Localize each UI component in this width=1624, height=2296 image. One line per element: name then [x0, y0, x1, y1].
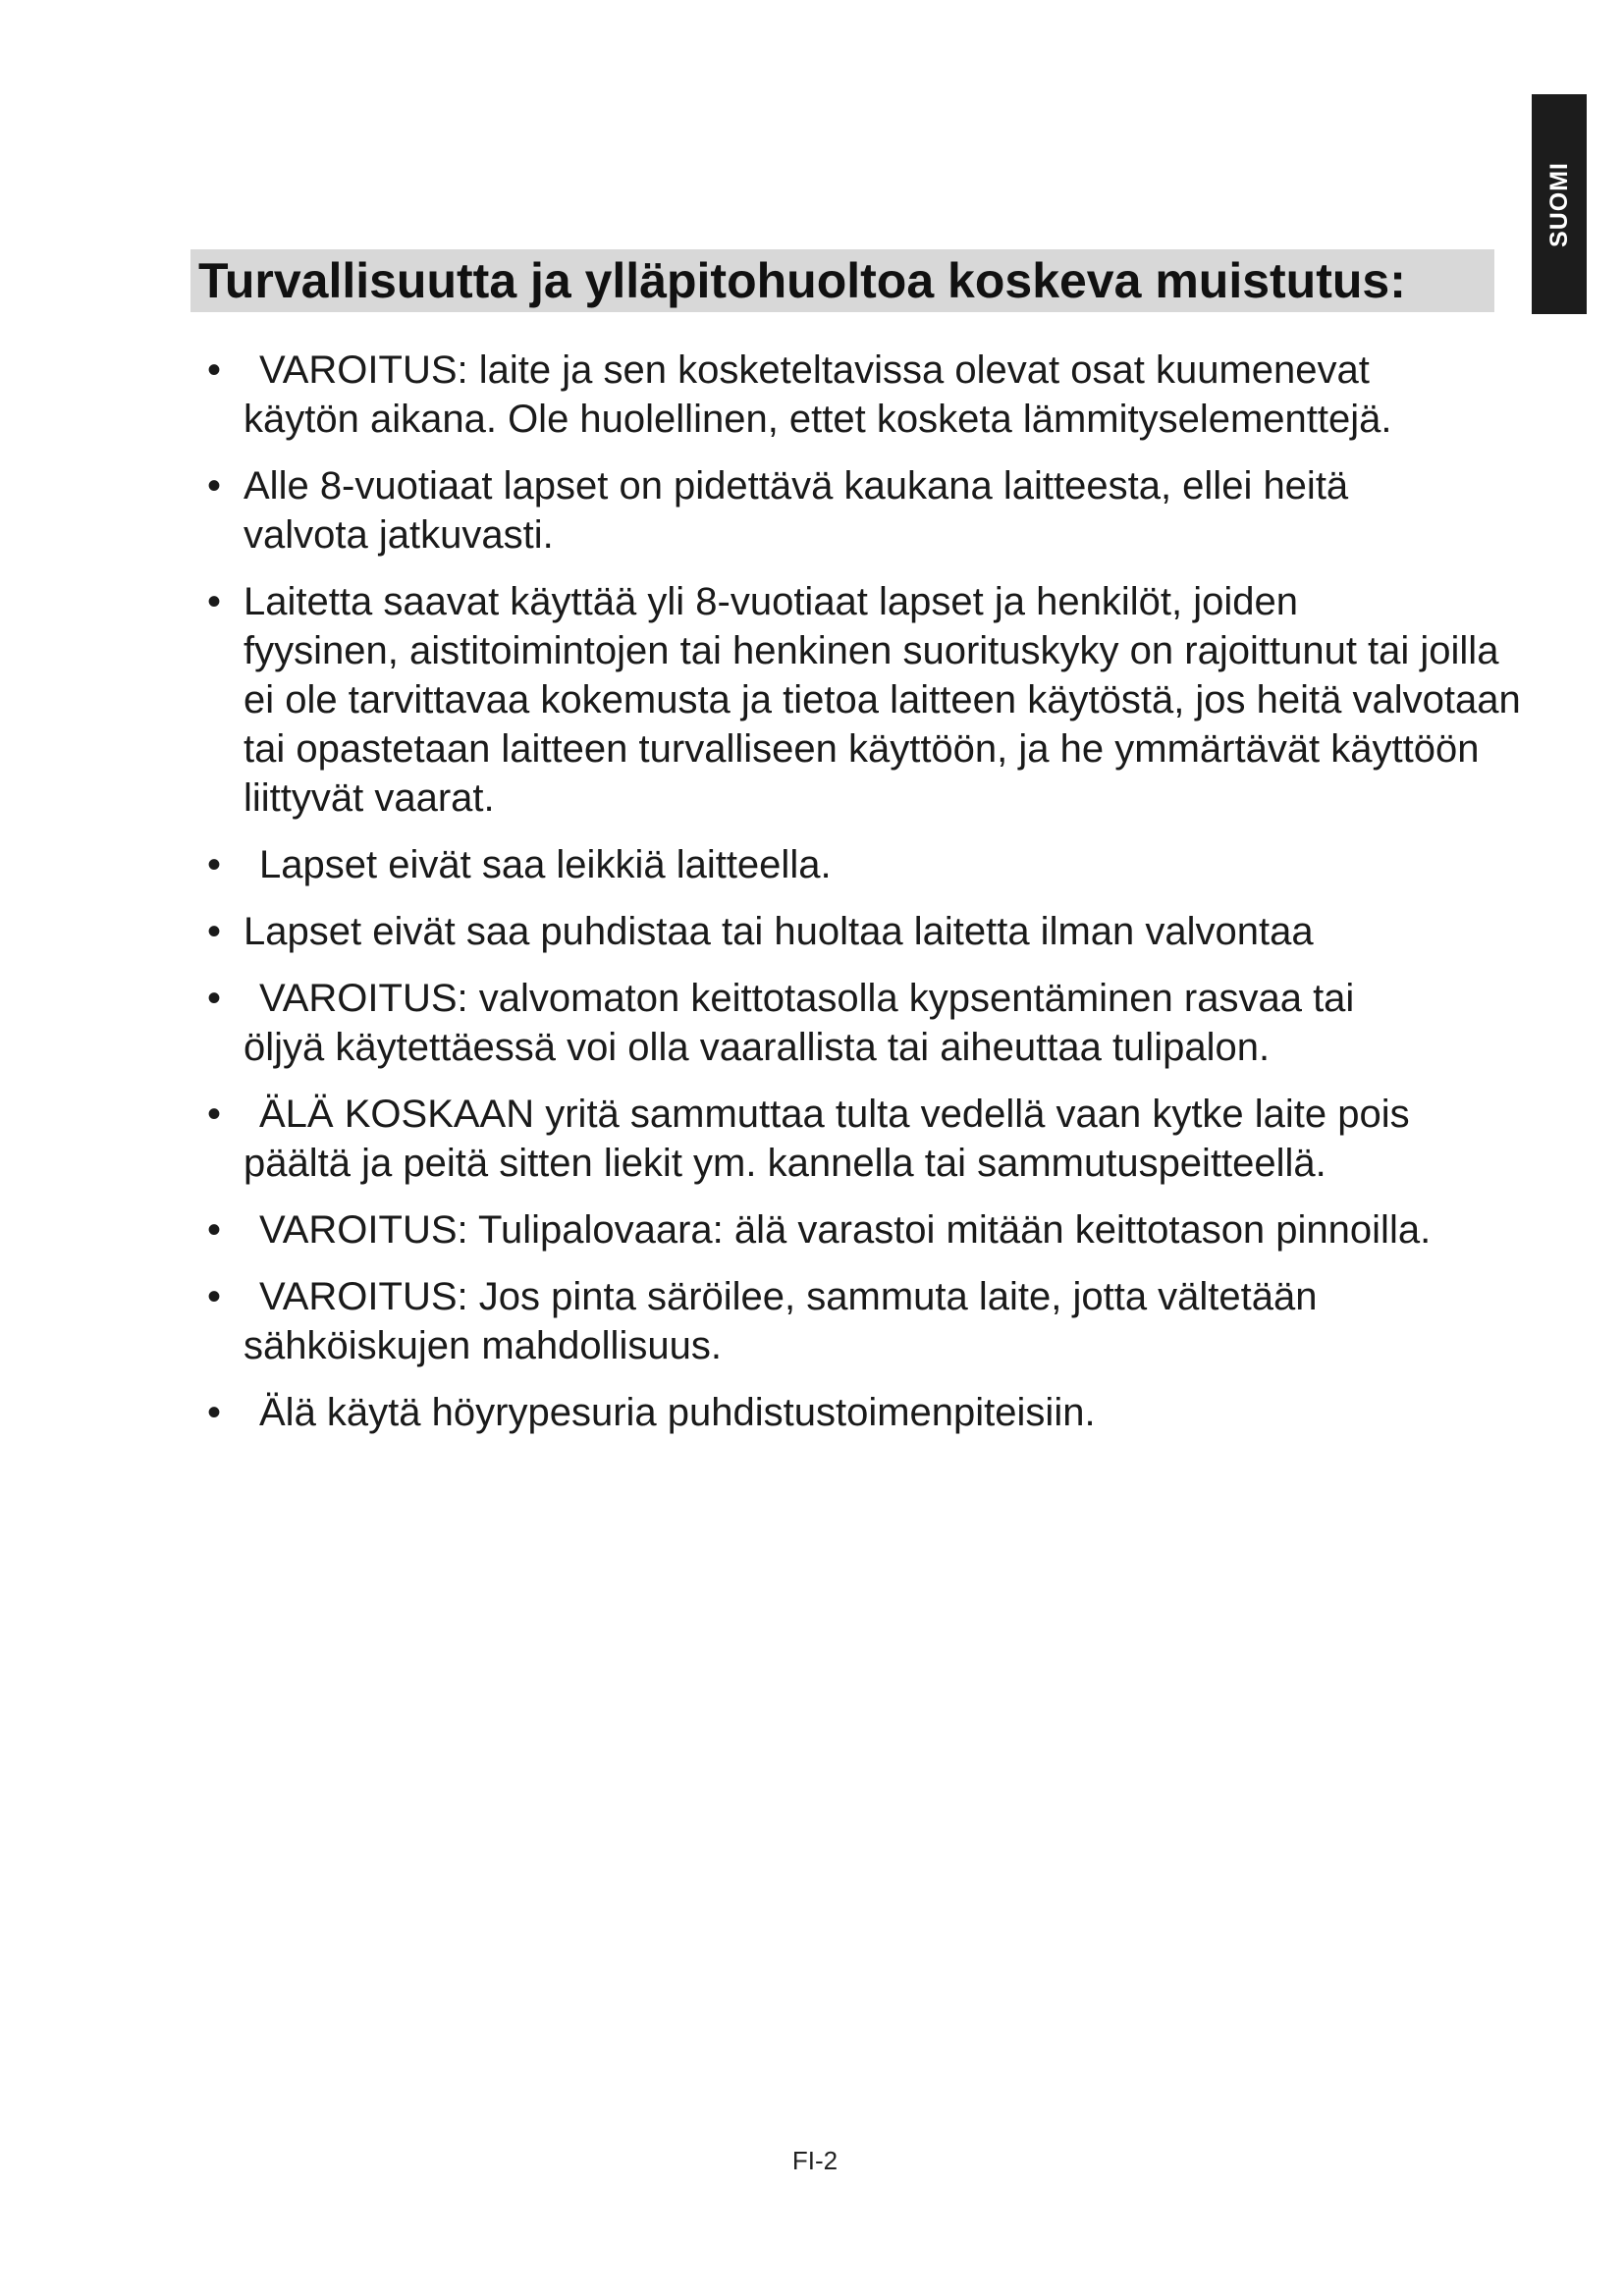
list-item-continuation: valvota jatkuvasti.: [244, 513, 554, 557]
list-item-first-line: VAROITUS: Jos pinta säröilee, sammuta laite, jotta vältetään: [259, 1275, 1318, 1318]
list-item-first-line: VAROITUS: valvomaton keittotasolla kypsentäminen rasvaa tai: [259, 977, 1355, 1020]
list-item: [190, 1272, 1526, 1370]
list-item-first-line: VAROITUS: laite ja sen kosketeltavissa olevat osat kuumenevat: [259, 348, 1370, 392]
list-item-continuation: käytön aikana. Ole huolellinen, ettet kosketa lämmityselementtejä.: [244, 398, 1392, 441]
list-item: [190, 577, 1526, 823]
list-item: [190, 840, 1526, 889]
list-item: [190, 907, 1526, 956]
bullet-icon: •: [206, 1391, 221, 1434]
bullet-icon: •: [206, 1093, 221, 1136]
bullet-icon: •: [206, 464, 221, 507]
bullet-icon: •: [206, 1208, 221, 1252]
safety-notice-list: [190, 346, 1526, 1455]
list-item: [190, 461, 1526, 560]
bullet-icon: •: [206, 580, 221, 623]
list-item: [190, 974, 1526, 1072]
language-side-tab: [1532, 94, 1587, 314]
bullet-icon: •: [206, 348, 221, 392]
list-item-first-line: Lapset eivät saa puhdistaa tai huoltaa laitetta ilman valvontaa: [244, 910, 1314, 953]
list-item-first-line: ÄLÄ KOSKAAN yritä sammuttaa tulta vedellä vaan kytke laite pois: [259, 1093, 1410, 1136]
list-item-first-line: Älä käytä höyrypesuria puhdistustoimenpiteisiin.: [259, 1391, 1096, 1434]
list-item-first-line: Alle 8-vuotiaat lapset on pidettävä kaukana laitteesta, ellei heitä: [244, 464, 1349, 507]
list-item-first-line: Lapset eivät saa leikkiä laitteella.: [259, 843, 832, 886]
list-item-continuation: sähköiskujen mahdollisuus.: [244, 1324, 722, 1367]
page-number: FI-2: [791, 2146, 839, 2175]
list-item-first-line: Laitetta saavat käyttää yli 8-vuotiaat lapset ja henkilöt, joiden: [244, 580, 1298, 623]
bullet-icon: •: [206, 843, 221, 886]
bullet-icon: •: [206, 1275, 221, 1318]
list-item-continuation: päältä ja peitä sitten liekit ym. kannella tai sammutuspeitteellä.: [244, 1142, 1326, 1185]
section-heading: Turvallisuutta ja ylläpitohuoltoa koskeva muistutus:: [190, 249, 1494, 312]
list-item: [190, 1090, 1526, 1188]
bullet-icon: •: [206, 977, 221, 1020]
bullet-icon: •: [206, 910, 221, 953]
list-item-first-line: VAROITUS: Tulipalovaara: älä varastoi mitään keittotason pinnoilla.: [259, 1208, 1432, 1252]
language-tab-label: SUOMI: [1544, 161, 1573, 247]
list-item-continuation: öljyä käytettäessä voi olla vaarallista tai aiheuttaa tulipalon.: [244, 1026, 1271, 1069]
list-item: [190, 1205, 1526, 1255]
list-item: [190, 346, 1526, 444]
list-item-continuation: fyysinen, aistitoimintojen tai henkinen suorituskyky on rajoittunut tai joilla ei ole tarvittavaa kokemusta ja tietoa laitteen käytöstä, jos heitä valvotaan tai opastetaan laitteen turvalliseen käyttöön, ja he ymmärtävät käyttöön liittyvät vaarat.: [244, 629, 1521, 820]
list-item: [190, 1388, 1526, 1437]
